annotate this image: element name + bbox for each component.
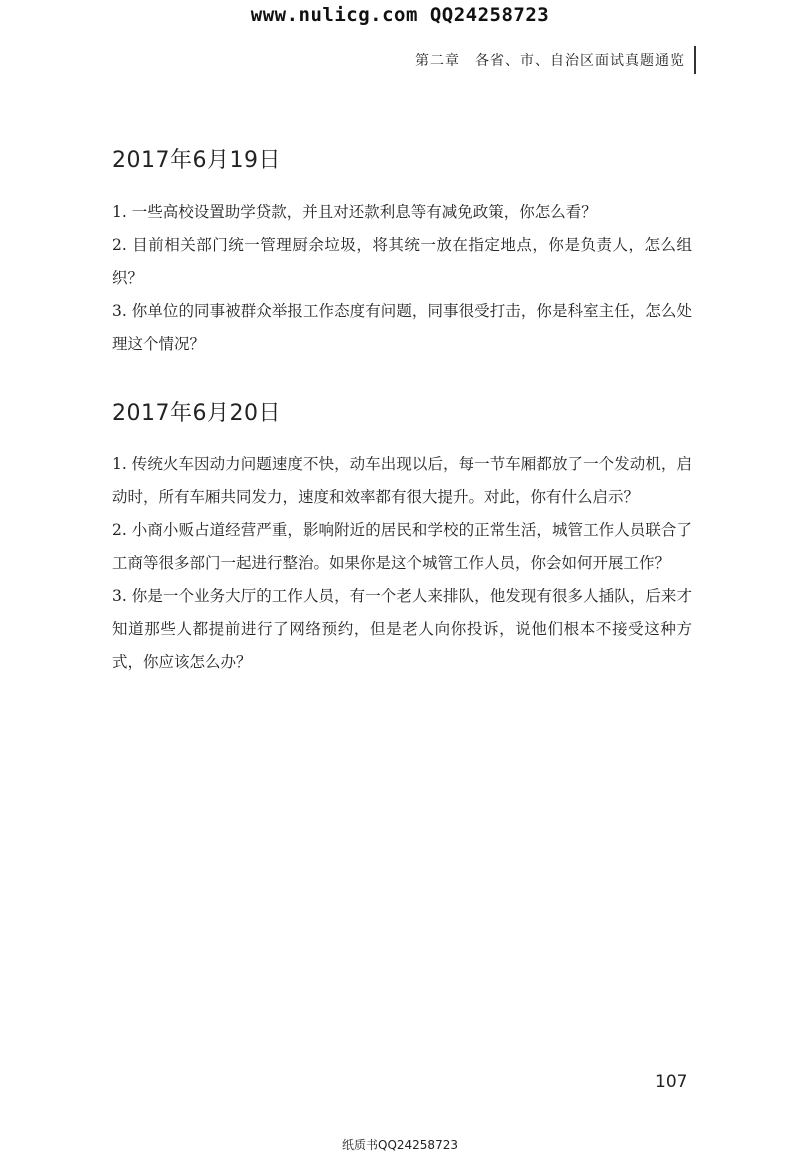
section-date-heading: 2017年6月20日 bbox=[112, 401, 281, 426]
question-list bbox=[112, 448, 692, 679]
running-header: 第二章 各省、市、自治区面试真题通览 bbox=[415, 53, 685, 69]
header-divider bbox=[694, 46, 696, 74]
question-list bbox=[112, 196, 692, 361]
section-date-heading: 2017年6月19日 bbox=[112, 148, 281, 173]
page-number: 107 bbox=[655, 1072, 688, 1092]
question-item: 2. 目前相关部门统一管理厨余垃圾，将其统一放在指定地点，你是负责人，怎么组织？ bbox=[112, 236, 692, 287]
question-item: 3. 你单位的同事被群众举报工作态度有问题，同事很受打击，你是科室主任，怎么处理这个情况？ bbox=[112, 302, 692, 353]
top-watermark: www.nulicg.com QQ24258723 bbox=[250, 4, 550, 26]
question-item: 2. 小商小贩占道经营严重，影响附近的居民和学校的正常生活，城管工作人员联合了工商等很多部门一起进行整治。如果你是这个城管工作人员，你会如何开展工作？ bbox=[112, 521, 692, 572]
question-item: 3. 你是一个业务大厅的工作人员，有一个老人来排队，他发现有很多人插队，后来才知道那些人都提前进行了网络预约，但是老人向你投诉，说他们根本不接受这种方式，你应该怎么办？ bbox=[112, 587, 692, 671]
question-item: 1. 一些高校设置助学贷款，并且对还款利息等有减免政策，你怎么看？ bbox=[112, 203, 597, 221]
bottom-watermark: 纸质书QQ24258723 bbox=[342, 1138, 458, 1152]
question-item: 1. 传统火车因动力问题速度不快，动车出现以后，每一节车厢都放了一个发动机，启动时，所有车厢共同发力，速度和效率都有很大提升。对此，你有什么启示？ bbox=[112, 455, 692, 506]
